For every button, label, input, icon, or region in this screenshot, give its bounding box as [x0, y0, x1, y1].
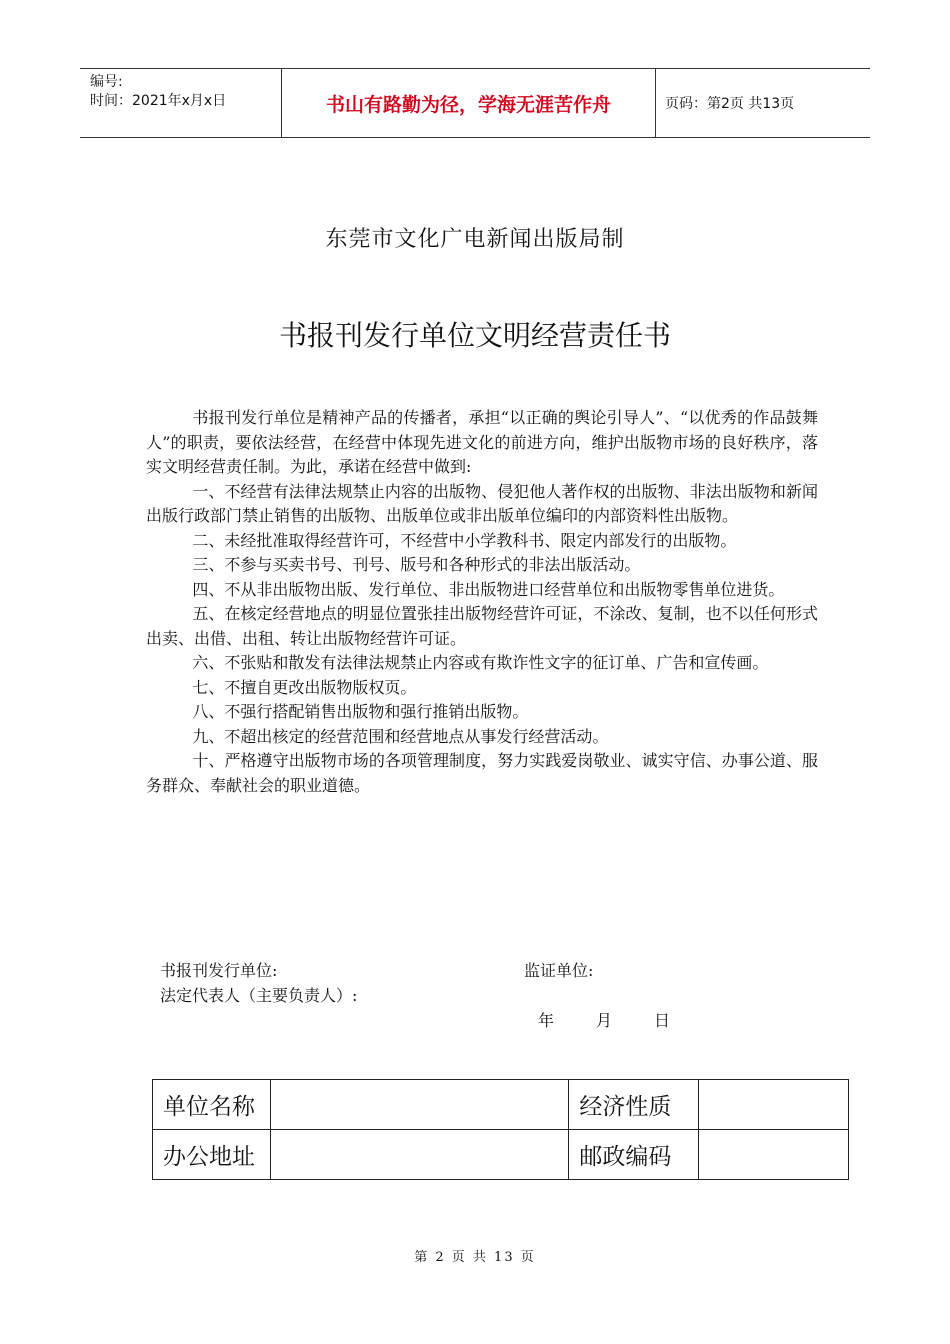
table-row: [153, 1130, 849, 1180]
paragraph-clause-2: 二、未经批准取得经营许可，不经营中小学教科书、限定内部发行的出版物。: [192, 530, 737, 550]
paragraph-clause-6: 六、不张贴和散发有法律法规禁止内容或有欺诈性文字的征订单、广告和宣传画。: [192, 653, 769, 672]
office-address-value[interactable]: [270, 1130, 569, 1180]
date-day: 日: [654, 1011, 671, 1030]
paragraph-clause-5: 五、在核定经营地点的明显位置张挂出版物经营许可证，不涂改、复制，也不以任何形式出卖、出借、出租、转让出版物经营许可证。: [146, 604, 818, 648]
table-row: [153, 1080, 849, 1130]
header-page-info: 页码：第2页 共13页: [665, 96, 795, 112]
supervisor-label: 监证单位:: [524, 961, 594, 980]
date-year: 年: [538, 1011, 555, 1030]
economic-nature-value[interactable]: [699, 1080, 849, 1130]
office-address-label: 办公地址: [153, 1130, 271, 1180]
issuer-line: 东莞市文化广电新闻出版局制: [325, 227, 625, 252]
paragraph-clause-4: 四、不从非出版物出版、发行单位、非出版物进口经营单位和出版物零售单位进货。: [192, 579, 785, 599]
postal-code-label: 邮政编码: [569, 1130, 699, 1180]
header-slogan: 书山有路勤为径，学海无涯苦作舟: [281, 69, 656, 137]
economic-nature-label: 经济性质: [569, 1080, 699, 1130]
paragraph-clause-10: 十、严格遵守出版物市场的各项管理制度，努力实践爱岗敬业、诚实守信、办事公道、服务群众、奉献社会的职业道德。: [146, 751, 818, 795]
paragraph-clause-3: 三、不参与买卖书号、刊号、版号和各种形式的非法出版活动。: [192, 555, 641, 574]
document-title: 书报刊发行单位文明经营责任书: [278, 319, 671, 352]
page-header: [80, 68, 870, 138]
number-label: 编号:: [90, 74, 123, 90]
unit-name-label: 单位名称: [153, 1080, 271, 1130]
representative-label: 法定代表人（主要负责人）:: [160, 986, 358, 1005]
paragraph-clause-8: 八、不强行搭配销售出版物和强行推销出版物。: [192, 702, 529, 721]
time-label: 时间：2021年x月x日: [90, 93, 227, 109]
page-footer: 第 2 页 共 13 页: [414, 1250, 536, 1265]
paragraph-clause-9: 九、不超出核定的经营范围和经营地点从事发行经营活动。: [192, 726, 609, 746]
document-body: [146, 406, 818, 798]
header-meta: [90, 73, 226, 111]
date-month: 月: [596, 1011, 613, 1030]
unit-info-table: [152, 1079, 849, 1180]
paragraph-clause-7: 七、不擅自更改出版物版权页。: [192, 677, 417, 697]
postal-code-value[interactable]: [699, 1130, 849, 1180]
unit-name-value[interactable]: [270, 1080, 569, 1130]
unit-label: 书报刊发行单位:: [160, 961, 278, 980]
paragraph-intro: 书报刊发行单位是精神产品的传播者，承担“以正确的舆论引导人”、“以优秀的作品鼓舞人”的职责，要依法经营，在经营中体现先进文化的前进方向，维护出版物市场的良好秩序，落实文明经营责任制。为此，承诺在经营中做到:: [146, 408, 818, 476]
paragraph-clause-1: 一、不经营有法律法规禁止内容的出版物、侵犯他人著作权的出版物、非法出版物和新闻出版行政部门禁止销售的出版物、出版单位或非出版单位编印的内部资料性出版物。: [146, 481, 818, 525]
